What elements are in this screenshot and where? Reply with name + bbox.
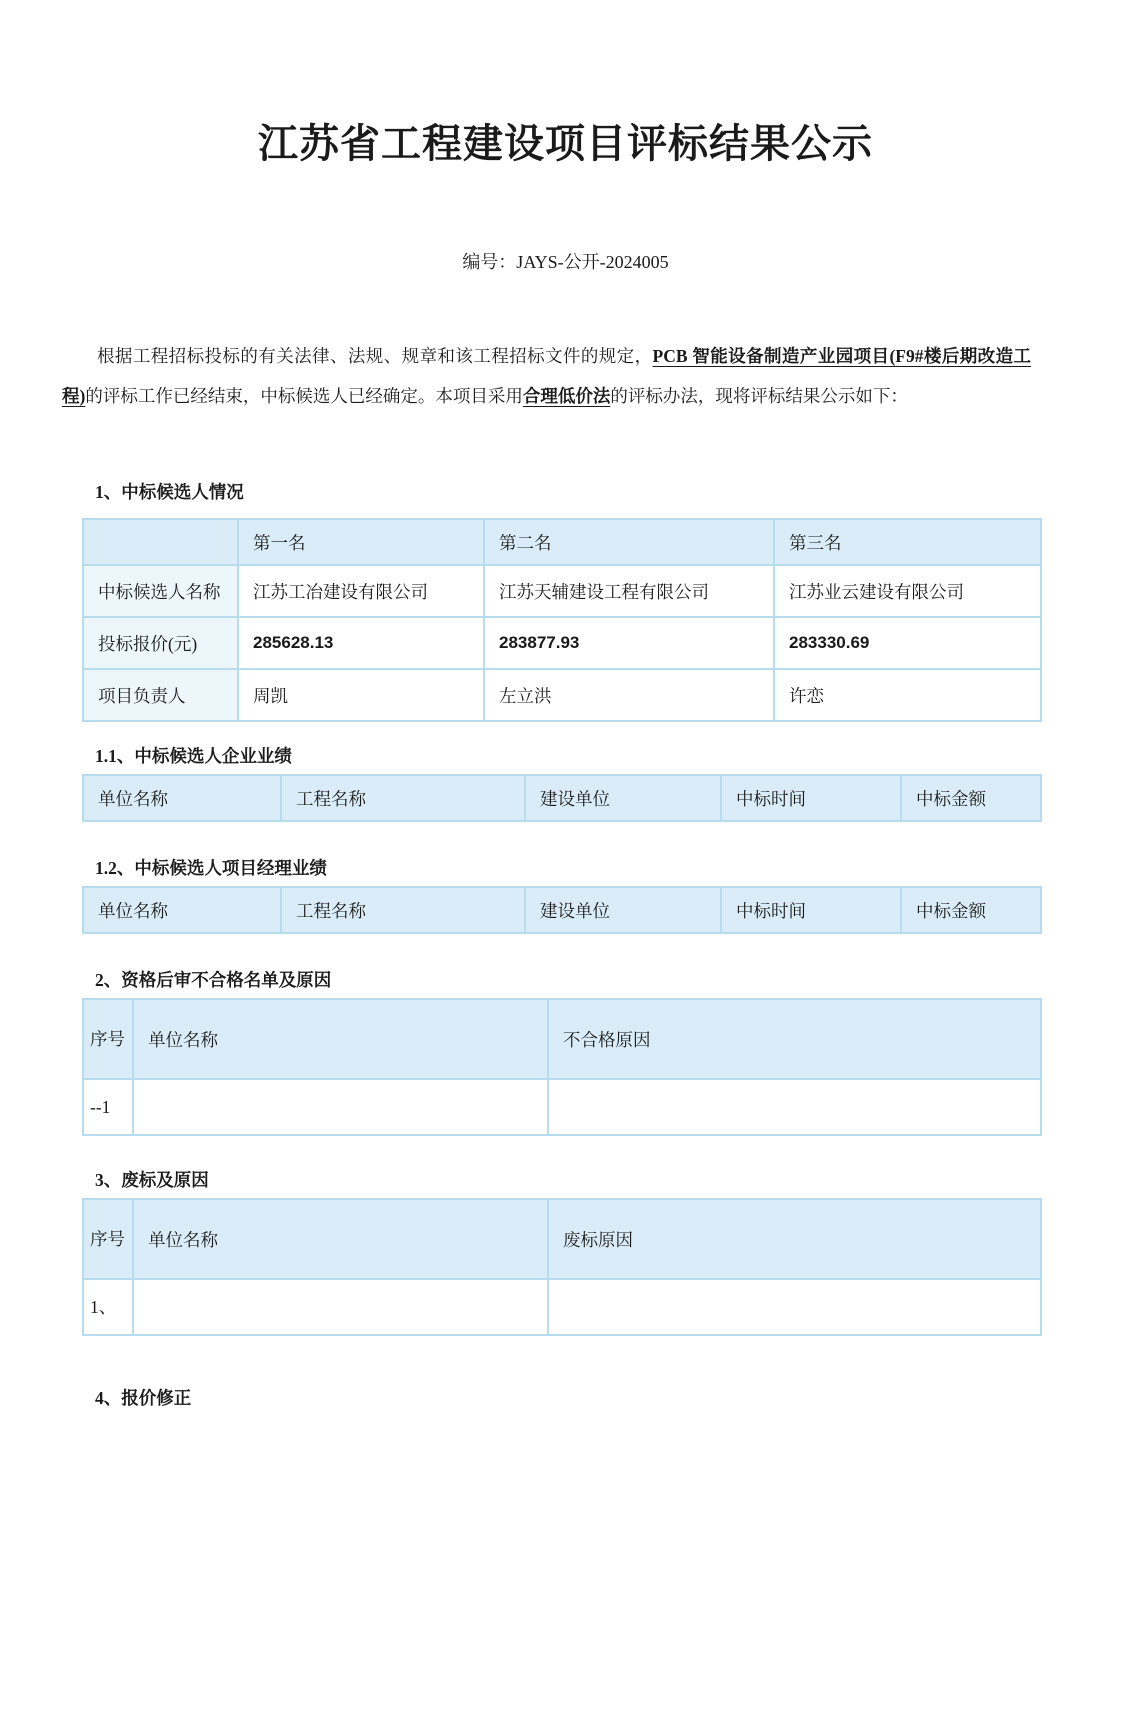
candidate-1-price: 285628.13 bbox=[238, 617, 484, 669]
seq-no-cell: --1 bbox=[83, 1079, 133, 1135]
candidate-3-price: 283330.69 bbox=[774, 617, 1041, 669]
seq-no-header: 序号 bbox=[83, 1199, 133, 1279]
project-manager-row bbox=[83, 669, 1041, 721]
unit-name-cell bbox=[133, 1279, 548, 1335]
candidate-name-row bbox=[83, 565, 1041, 617]
construction-unit-header: 建设单位 bbox=[525, 775, 721, 821]
unit-name-header: 单位名称 bbox=[133, 999, 548, 1079]
section-1-1-heading: 1.1、中标候选人企业业绩 bbox=[95, 746, 292, 766]
intro-paragraph bbox=[62, 336, 1031, 416]
candidate-2-price: 283877.93 bbox=[484, 617, 774, 669]
row-label: 中标候选人名称 bbox=[83, 565, 238, 617]
award-amount-header: 中标金额 bbox=[901, 887, 1041, 933]
row-label: 投标报价(元) bbox=[83, 617, 238, 669]
project-name-emphasis: PCB 智能设备制造产业园项目(F9#楼后期改造工程) bbox=[62, 346, 1031, 406]
section-3-heading: 3、废标及原因 bbox=[95, 1170, 209, 1190]
unqualified-table bbox=[82, 998, 1042, 1136]
enterprise-performance-header-row bbox=[83, 775, 1041, 821]
candidate-3-manager: 许恋 bbox=[774, 669, 1041, 721]
unqualified-row bbox=[83, 1079, 1041, 1135]
rank-3-header: 第三名 bbox=[774, 519, 1041, 565]
section-4-heading: 4、报价修正 bbox=[95, 1388, 192, 1408]
seq-no-cell: 1、 bbox=[83, 1279, 133, 1335]
evaluation-method-emphasis: 合理低价法 bbox=[522, 386, 611, 406]
unit-name-header: 单位名称 bbox=[83, 887, 281, 933]
award-time-header: 中标时间 bbox=[721, 887, 901, 933]
unit-name-header: 单位名称 bbox=[133, 1199, 548, 1279]
award-time-header: 中标时间 bbox=[721, 775, 901, 821]
manager-performance-header-row bbox=[83, 887, 1041, 933]
doc-number: 编号：JAYS-公开-2024005 bbox=[462, 252, 669, 272]
unit-name-header: 单位名称 bbox=[83, 775, 281, 821]
empty-header-cell bbox=[83, 519, 238, 565]
document-page bbox=[0, 116, 1131, 1716]
section-1-2-heading: 1.2、中标候选人项目经理业绩 bbox=[95, 858, 327, 878]
rejected-bids-row bbox=[83, 1279, 1041, 1335]
construction-unit-header: 建设单位 bbox=[525, 887, 721, 933]
intro-text-1: 根据工程招标投标的有关法律、法规、规章和该工程招标文件的规定， bbox=[97, 346, 653, 366]
reason-cell bbox=[548, 1279, 1041, 1335]
rank-2-header: 第二名 bbox=[484, 519, 774, 565]
row-label: 项目负责人 bbox=[83, 669, 238, 721]
candidate-2-manager: 左立洪 bbox=[484, 669, 774, 721]
candidate-1-name: 江苏工冶建设有限公司 bbox=[238, 565, 484, 617]
rejected-reason-header: 废标原因 bbox=[548, 1199, 1041, 1279]
bid-price-row bbox=[83, 617, 1041, 669]
candidates-table bbox=[82, 518, 1042, 722]
section-1-heading: 1、中标候选人情况 bbox=[95, 482, 244, 502]
section-2-heading: 2、资格后审不合格名单及原因 bbox=[95, 970, 332, 990]
manager-performance-table bbox=[82, 886, 1042, 934]
intro-text-2: 的评标工作已经结束，中标候选人已经确定。本项目采用 bbox=[85, 386, 523, 406]
enterprise-performance-table bbox=[82, 774, 1042, 822]
candidate-2-name: 江苏天辅建设工程有限公司 bbox=[484, 565, 774, 617]
unqualified-header-row bbox=[83, 999, 1041, 1079]
unqualified-reason-header: 不合格原因 bbox=[548, 999, 1041, 1079]
candidate-1-manager: 周凯 bbox=[238, 669, 484, 721]
project-name-header: 工程名称 bbox=[281, 887, 525, 933]
rejected-bids-table bbox=[82, 1198, 1042, 1336]
rejected-bids-header-row bbox=[83, 1199, 1041, 1279]
page-title: 江苏省工程建设项目评标结果公示 bbox=[258, 121, 873, 166]
rank-1-header: 第一名 bbox=[238, 519, 484, 565]
unit-name-cell bbox=[133, 1079, 548, 1135]
award-amount-header: 中标金额 bbox=[901, 775, 1041, 821]
candidates-header-row bbox=[83, 519, 1041, 565]
intro-text-3: 的评标办法，现将评标结果公示如下： bbox=[610, 386, 908, 406]
candidate-3-name: 江苏业云建设有限公司 bbox=[774, 565, 1041, 617]
reason-cell bbox=[548, 1079, 1041, 1135]
seq-no-header: 序号 bbox=[83, 999, 133, 1079]
project-name-header: 工程名称 bbox=[281, 775, 525, 821]
